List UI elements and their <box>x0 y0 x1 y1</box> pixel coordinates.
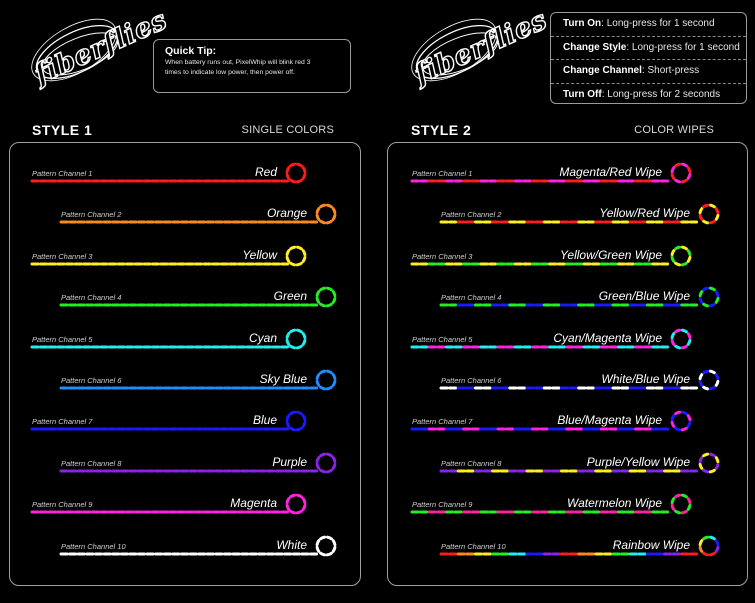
channel-row <box>10 401 360 441</box>
fiber-coil-segment <box>327 304 331 306</box>
color-name-label: Watermelon Wipe <box>566 496 662 511</box>
fiber-coil-segment <box>321 537 325 539</box>
fiber-coil-segment <box>682 247 686 249</box>
fiber-coil-segment <box>676 247 680 249</box>
control-row: Change Channel: Short-press <box>551 60 746 84</box>
fiber-coil-segment <box>287 505 289 509</box>
fiber-coil-segment <box>327 371 331 373</box>
channel-row <box>388 484 747 524</box>
fiber-coil-segment <box>297 495 301 497</box>
fiber-coil-segment <box>704 371 708 373</box>
channel-row <box>388 236 747 276</box>
fiber-coil-segment <box>333 216 335 220</box>
color-name-label: Purple <box>272 454 307 469</box>
color-name-label: Purple/Yellow Wipe <box>586 454 690 469</box>
fiber-coil-segment <box>303 257 305 261</box>
fiber-coil-segment <box>287 168 289 172</box>
fiber-coil-segment <box>297 330 301 332</box>
fiber-coil-segment <box>716 540 718 544</box>
channel-row <box>10 443 360 483</box>
fiber-coil-segment <box>704 454 708 456</box>
fiber-whip <box>388 526 749 566</box>
fiber-coil-segment <box>327 288 331 290</box>
fiber-coil-segment <box>688 168 690 172</box>
fiber-coil-segment <box>704 205 708 207</box>
fiber-coil-segment <box>700 292 702 296</box>
color-name-label: Blue <box>252 413 277 428</box>
fiber-coil-segment <box>710 454 714 456</box>
fiber-coil-segment <box>303 250 305 254</box>
fiber-coil-segment <box>287 257 289 261</box>
fiber-whip <box>10 526 362 566</box>
fiber-coil-segment <box>303 423 305 427</box>
fiber-coil-segment <box>291 180 295 182</box>
fiber-coil-segment <box>297 247 301 249</box>
fiber-coil-segment <box>333 457 335 461</box>
fiber-coil-segment <box>291 495 295 497</box>
fiber-coil-segment <box>303 416 305 420</box>
fiber-coil-segment <box>333 547 335 551</box>
fiber-coil-segment <box>676 263 680 265</box>
fiber-coil-segment <box>672 505 674 509</box>
fiber-coil-segment <box>321 371 325 373</box>
quick-tip-line-1: When battery runs out, PixelWhip will blink red 3 <box>165 59 311 66</box>
color-name-label: Blue/Magenta Wipe <box>557 413 662 428</box>
fiber-coil-segment <box>317 547 319 551</box>
fiber-coil-segment <box>327 537 331 539</box>
fiber-coil-segment <box>682 429 686 431</box>
fiber-coil-segment <box>333 375 335 379</box>
fiber-whip <box>388 153 749 193</box>
fiber-coil-segment <box>291 346 295 348</box>
channel-row <box>10 360 360 400</box>
pattern-channel-label: Pattern Channel 1 <box>32 169 93 178</box>
fiber-coil-segment <box>676 511 680 513</box>
channel-row <box>10 236 360 276</box>
color-name-label: Orange <box>266 206 307 221</box>
fiber-coil-segment <box>321 205 325 207</box>
channel-row <box>10 194 360 234</box>
pattern-channel-label: Pattern Channel 1 <box>412 169 473 178</box>
channel-row <box>10 526 360 566</box>
fiber-coil-segment <box>333 292 335 296</box>
fiber-coil-segment <box>672 333 674 337</box>
control-action: Change Style <box>563 41 627 53</box>
pattern-channel-label: Pattern Channel 5 <box>32 334 93 344</box>
fiber-coil-segment <box>716 375 718 379</box>
fiber-coil-segment <box>321 454 325 456</box>
fiber-coil-segment <box>716 299 718 303</box>
quick-tip-title: Quick Tip: <box>165 45 217 57</box>
color-name-label: White/Blue Wipe <box>601 372 690 386</box>
fiber-coil-segment <box>317 375 319 379</box>
control-detail: Long-press for 1 second <box>631 41 740 53</box>
control-action: Turn Off <box>563 88 602 100</box>
fiber-coil-segment <box>682 346 686 348</box>
fiber-coil-segment <box>321 470 325 472</box>
fiber-coil-segment <box>700 540 702 544</box>
pattern-channel-label: Pattern Channel 9 <box>32 500 93 510</box>
pattern-channel-label: Pattern Channel 2 <box>61 210 122 220</box>
fiber-coil-segment <box>317 381 319 385</box>
fiber-coil-segment <box>710 371 714 373</box>
color-name-label: Cyan/Magenta Wipe <box>553 330 662 345</box>
fiber-coil-segment <box>700 547 702 551</box>
fiber-coil-segment <box>704 470 708 472</box>
pattern-channel-label: Pattern Channel 10 <box>61 541 126 551</box>
fiber-coil-segment <box>710 387 714 389</box>
fiber-coil-segment <box>676 429 680 431</box>
fiber-coil-segment <box>287 416 289 420</box>
fiber-coil-segment <box>327 454 331 456</box>
fiber-whip <box>10 484 362 524</box>
fiber-coil-segment <box>700 375 702 379</box>
fiber-whip <box>10 153 362 193</box>
color-name-label: Yellow <box>242 247 277 262</box>
style2-subtitle: COLOR WIPES <box>634 124 714 136</box>
fiber-coil-segment <box>700 381 702 385</box>
control-action: Turn On <box>563 18 602 29</box>
fiber-coil-segment <box>327 387 331 389</box>
color-name-label: Yellow/Red Wipe <box>599 206 690 221</box>
pattern-channel-label: Pattern Channel 3 <box>412 251 473 261</box>
channel-row <box>388 277 747 317</box>
fiber-coil-segment <box>682 495 686 497</box>
fiber-coil-segment <box>321 304 325 306</box>
pattern-channel-label: Pattern Channel 6 <box>61 376 122 385</box>
fiber-coil-segment <box>303 506 305 510</box>
fiber-coil-segment <box>716 547 718 551</box>
fiber-coil-segment <box>716 209 718 213</box>
fiber-whip <box>388 484 749 524</box>
fiber-coil-segment <box>716 457 718 461</box>
fiber-coil-segment <box>297 346 301 348</box>
fiber-whip <box>10 319 362 359</box>
fiber-coil-segment <box>682 330 686 332</box>
fiber-coil-segment <box>297 263 301 265</box>
pattern-channel-label: Pattern Channel 6 <box>441 376 502 385</box>
fiber-coil-segment <box>672 423 674 427</box>
fiber-coil-segment <box>287 499 289 503</box>
channel-row <box>388 401 747 441</box>
fiber-coil-segment <box>291 511 295 513</box>
pattern-channel-label: Pattern Channel 7 <box>32 417 93 427</box>
pattern-channel-label: Pattern Channel 3 <box>32 251 93 261</box>
fiber-coil-segment <box>704 288 708 290</box>
fiber-coil-segment <box>672 499 674 503</box>
color-name-label: Yellow/Green Wipe <box>560 247 662 262</box>
fiber-coil-segment <box>287 333 289 337</box>
fiber-coil-segment <box>700 464 702 468</box>
channel-row <box>388 360 747 400</box>
fiber-coil-segment <box>287 174 289 178</box>
pattern-channel-label: Pattern Channel 9 <box>412 500 473 510</box>
color-name-label: Magenta <box>230 496 277 511</box>
color-name-label: Magenta/Red Wipe <box>559 165 662 179</box>
channel-row <box>388 194 747 234</box>
pattern-channel-label: Pattern Channel 8 <box>61 458 122 468</box>
fiber-coil-segment <box>672 250 674 254</box>
fiber-coil-segment <box>333 209 335 213</box>
fiber-coil-segment <box>297 412 301 414</box>
controls-help-box <box>550 12 747 104</box>
color-name-label: Red <box>254 165 277 179</box>
fiber-coil-segment <box>317 298 319 302</box>
fiber-coil-segment <box>327 222 331 224</box>
channel-row <box>10 484 360 524</box>
fiber-coil-segment <box>716 292 718 296</box>
fiber-coil-segment <box>682 180 686 182</box>
fiber-coil-segment <box>704 304 708 306</box>
fiber-whip <box>388 401 749 441</box>
fiber-coil-segment <box>716 216 718 220</box>
fiber-coil-segment <box>688 174 690 178</box>
fiber-whip <box>388 319 749 359</box>
fiber-coil-segment <box>672 340 674 344</box>
quick-tip-box <box>153 39 351 93</box>
style1-panel <box>9 142 361 586</box>
fiber-whip <box>388 236 749 276</box>
fiber-coil-segment <box>704 387 708 389</box>
control-row: Turn On: Long-press for 1 second <box>551 13 746 37</box>
fiber-coil-segment <box>287 423 289 427</box>
fiber-coil-segment <box>303 499 305 503</box>
fiber-coil-segment <box>291 164 295 166</box>
control-action: Change Channel <box>563 65 642 76</box>
fiber-coil-segment <box>704 537 708 539</box>
fiber-whip <box>388 360 749 400</box>
fiber-coil-segment <box>676 330 680 332</box>
fiber-coil-segment <box>688 340 690 344</box>
fiber-coil-segment <box>676 180 680 182</box>
channel-row <box>10 153 360 193</box>
fiber-coil-segment <box>688 333 690 337</box>
fiber-coil-segment <box>688 257 690 261</box>
fiber-coil-segment <box>704 222 708 224</box>
fiber-whip <box>10 443 362 483</box>
style2-panel <box>387 142 748 586</box>
fiber-coil-segment <box>710 222 714 224</box>
fiber-coil-segment <box>287 250 289 254</box>
fiber-coil-segment <box>297 164 301 166</box>
fiber-coil-segment <box>676 412 680 414</box>
color-name-label: White <box>276 537 307 552</box>
fiber-coil-segment <box>704 553 708 555</box>
fiber-coil-segment <box>333 299 335 303</box>
fiber-coil-segment <box>291 247 295 249</box>
fiber-coil-segment <box>321 222 325 224</box>
channel-row <box>10 319 360 359</box>
fiber-coil-segment <box>700 216 702 220</box>
pattern-channel-label: Pattern Channel 8 <box>441 458 502 468</box>
fiber-whip <box>10 277 362 317</box>
fiber-coil-segment <box>682 511 686 513</box>
fiber-coil-segment <box>327 553 331 555</box>
fiber-coil-segment <box>676 495 680 497</box>
fiber-coil-segment <box>716 464 718 468</box>
fiber-coil-segment <box>688 250 690 254</box>
fiber-coil-segment <box>303 340 305 344</box>
fiber-coil-segment <box>710 304 714 306</box>
fiber-coil-segment <box>291 429 295 431</box>
fiber-coil-segment <box>710 288 714 290</box>
pattern-channel-label: Pattern Channel 7 <box>412 417 473 427</box>
channel-row <box>10 277 360 317</box>
logo-wordmark: fiberflies <box>29 4 172 91</box>
fiber-coil-segment <box>700 457 702 461</box>
fiber-coil-segment <box>700 209 702 213</box>
color-name-label: Rainbow Wipe <box>612 537 690 552</box>
fiber-coil-segment <box>317 209 319 213</box>
fiberflies-logo-right <box>402 4 552 104</box>
style2-title: STYLE 2 <box>411 122 472 138</box>
color-name-label: Sky Blue <box>259 372 307 386</box>
pattern-channel-label: Pattern Channel 4 <box>441 293 502 303</box>
control-detail: Long-press for 2 seconds <box>607 88 721 100</box>
control-row: Turn Off: Long-press for 2 seconds <box>563 88 721 100</box>
fiber-coil-segment <box>327 470 331 472</box>
fiber-coil-segment <box>297 511 301 513</box>
fiber-coil-segment <box>291 330 295 332</box>
channel-row <box>388 319 747 359</box>
pattern-channel-label: Pattern Channel 10 <box>441 541 506 551</box>
fiber-coil-segment <box>303 168 305 172</box>
logo-wordmark: fiberflies <box>409 4 552 91</box>
fiber-coil-segment <box>688 506 690 510</box>
fiber-coil-segment <box>710 537 714 539</box>
fiber-coil-segment <box>317 464 319 468</box>
fiber-coil-segment <box>333 381 335 385</box>
fiber-coil-segment <box>333 540 335 544</box>
fiber-coil-segment <box>321 288 325 290</box>
pattern-channel-label: Pattern Channel 4 <box>61 293 122 303</box>
fiber-coil-segment <box>672 257 674 261</box>
color-name-label: Green/Blue Wipe <box>598 289 690 304</box>
fiber-coil-segment <box>676 346 680 348</box>
fiber-coil-segment <box>688 499 690 503</box>
pattern-channel-label: Pattern Channel 2 <box>441 210 502 220</box>
quick-tip-line-2: times to indicate low power, then power off. <box>165 69 295 76</box>
fiber-coil-segment <box>710 553 714 555</box>
fiber-coil-segment <box>672 174 674 178</box>
fiber-coil-segment <box>333 464 335 468</box>
fiber-whip <box>388 194 749 234</box>
pattern-channel-label: Pattern Channel 5 <box>412 334 473 344</box>
fiberflies-logo-left <box>22 4 172 104</box>
fiber-whip <box>10 236 362 276</box>
fiber-coil-segment <box>317 216 319 220</box>
fiber-coil-segment <box>291 412 295 414</box>
fiber-coil-segment <box>688 416 690 420</box>
fiber-coil-segment <box>710 470 714 472</box>
fiber-whip <box>10 194 362 234</box>
style1-title: STYLE 1 <box>32 122 93 138</box>
color-name-label: Cyan <box>248 330 277 345</box>
fiber-coil-segment <box>716 381 718 385</box>
fiber-coil-segment <box>682 412 686 414</box>
fiber-coil-segment <box>688 423 690 427</box>
style1-subtitle: SINGLE COLORS <box>241 124 334 136</box>
fiber-coil-segment <box>317 292 319 296</box>
fiber-coil-segment <box>297 180 301 182</box>
fiber-coil-segment <box>672 416 674 420</box>
fiber-coil-segment <box>710 205 714 207</box>
fiber-whip <box>388 443 749 483</box>
fiber-coil-segment <box>297 429 301 431</box>
fiber-whip <box>10 360 362 400</box>
control-detail: Long-press for 1 second <box>606 18 715 29</box>
fiber-whip <box>10 401 362 441</box>
fiber-coil-segment <box>682 263 686 265</box>
fiber-whip <box>388 277 749 317</box>
fiber-coil-segment <box>682 164 686 166</box>
fiber-coil-segment <box>317 540 319 544</box>
fiber-coil-segment <box>672 168 674 172</box>
fiber-coil-segment <box>317 457 319 461</box>
channel-row <box>388 526 747 566</box>
fiber-coil-segment <box>291 263 295 265</box>
channel-row <box>388 153 747 193</box>
fiber-coil-segment <box>321 387 325 389</box>
channel-row <box>388 443 747 483</box>
control-detail: Short-press <box>647 65 700 76</box>
fiber-coil-segment <box>700 298 702 302</box>
fiber-coil-segment <box>303 333 305 337</box>
fiber-coil-segment <box>303 174 305 178</box>
fiber-coil-segment <box>287 340 289 344</box>
fiber-coil-segment <box>321 553 325 555</box>
fiber-coil-segment <box>327 205 331 207</box>
fiber-coil-segment <box>676 164 680 166</box>
control-row: Change Style: Long-press for 1 second <box>551 37 746 61</box>
color-name-label: Green <box>273 289 307 304</box>
